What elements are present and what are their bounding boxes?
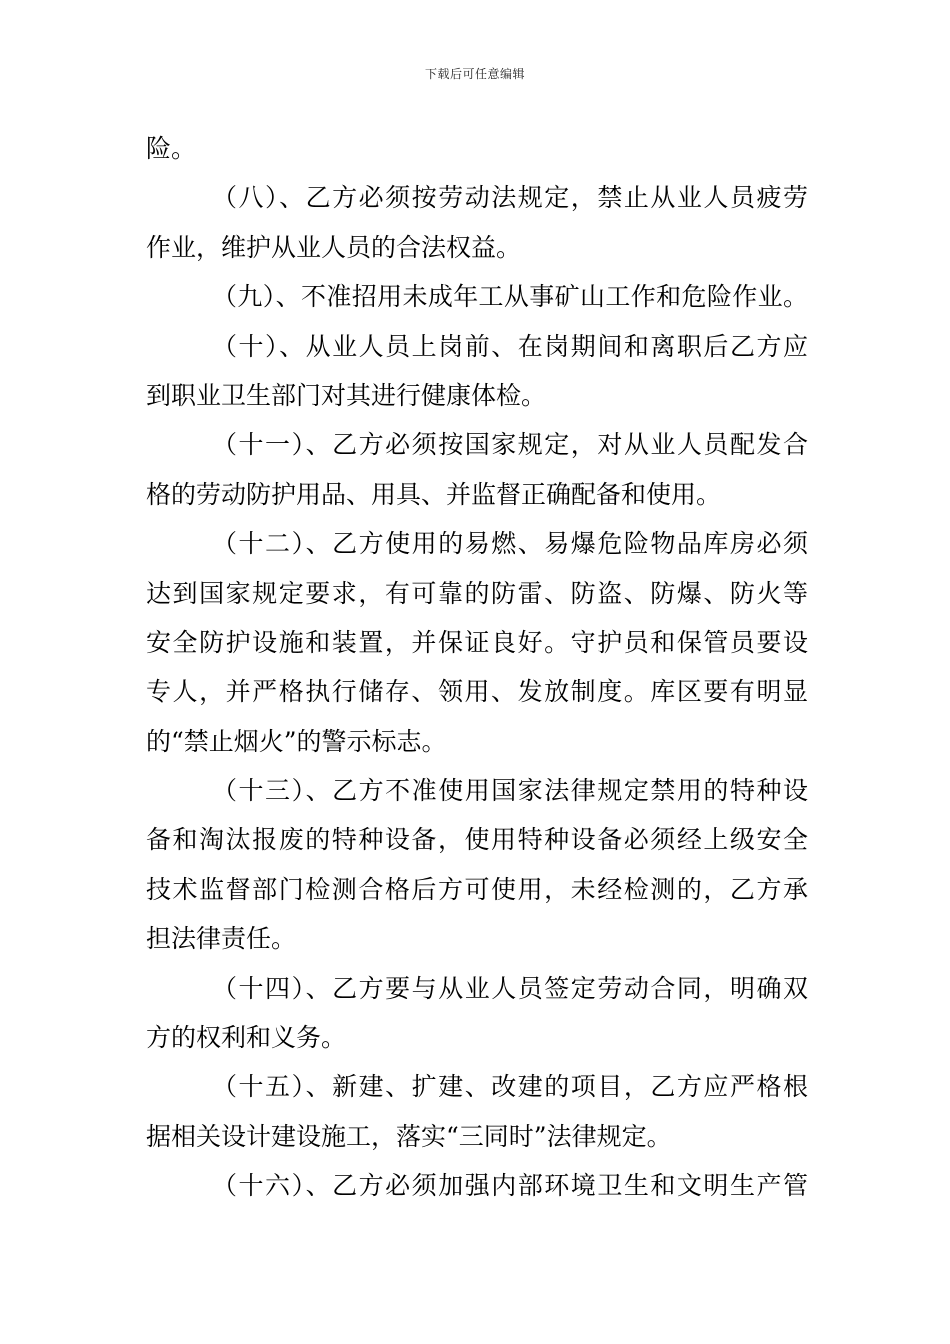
text-line: 到职业卫生部门对其进行健康体检。 — [146, 380, 547, 410]
text-line: （九）、不准招用未成年工从事矿山工作和危险作业。 — [212, 282, 808, 312]
text-line: （十一）、乙方必须按国家规定，对从业人员配发合 — [212, 430, 808, 460]
text-line: 据相关设计建设施工，落实“三同时”法律规定。 — [146, 1121, 672, 1151]
text-line: （十六）、乙方必须加强内部环境卫生和文明生产管 — [212, 1171, 808, 1201]
text-line: 险。 — [146, 134, 197, 163]
text-line: 格的劳动防护用品、用具、并监督正确配备和使用。 — [146, 479, 722, 509]
text-line: 备和淘汰报废的特种设备，使用特种设备必须经上级安全 — [146, 825, 808, 855]
text-line: 专人，并严格执行储存、领用、发放制度。库区要有明显 — [146, 677, 808, 707]
document-body — [146, 124, 808, 1211]
text-line: （八）、乙方必须按劳动法规定，禁止从业人员疲劳 — [212, 183, 808, 213]
text-line: 作业，维护从业人员的合法权益。 — [146, 232, 522, 262]
text-line: 达到国家规定要求，有可靠的防雷、防盗、防爆、防火等 — [146, 578, 808, 608]
text-line: 方的权利和义务。 — [146, 1023, 347, 1053]
text-line: （十五）、新建、扩建、改建的项目，乙方应严格根 — [212, 1072, 808, 1102]
text-line: 的“禁止烟火”的警示标志。 — [146, 726, 447, 756]
page-header: 下载后可任意编辑 — [424, 67, 525, 81]
text-line: 安全防护设施和装置，并保证良好。守护员和保管员要设 — [146, 627, 808, 657]
text-line: 技术监督部门检测合格后方可使用，未经检测的，乙方承 — [146, 874, 808, 904]
text-line: （十二）、乙方使用的易燃、易爆危险物品库房必须 — [212, 529, 808, 559]
text-line: （十）、从业人员上岗前、在岗期间和离职后乙方应 — [212, 331, 808, 361]
text-line: 担法律责任。 — [146, 924, 297, 954]
text-line: （十三）、乙方不准使用国家法律规定禁用的特种设 — [212, 776, 808, 806]
text-line: （十四）、乙方要与从业人员签定劳动合同，明确双 — [212, 973, 808, 1003]
